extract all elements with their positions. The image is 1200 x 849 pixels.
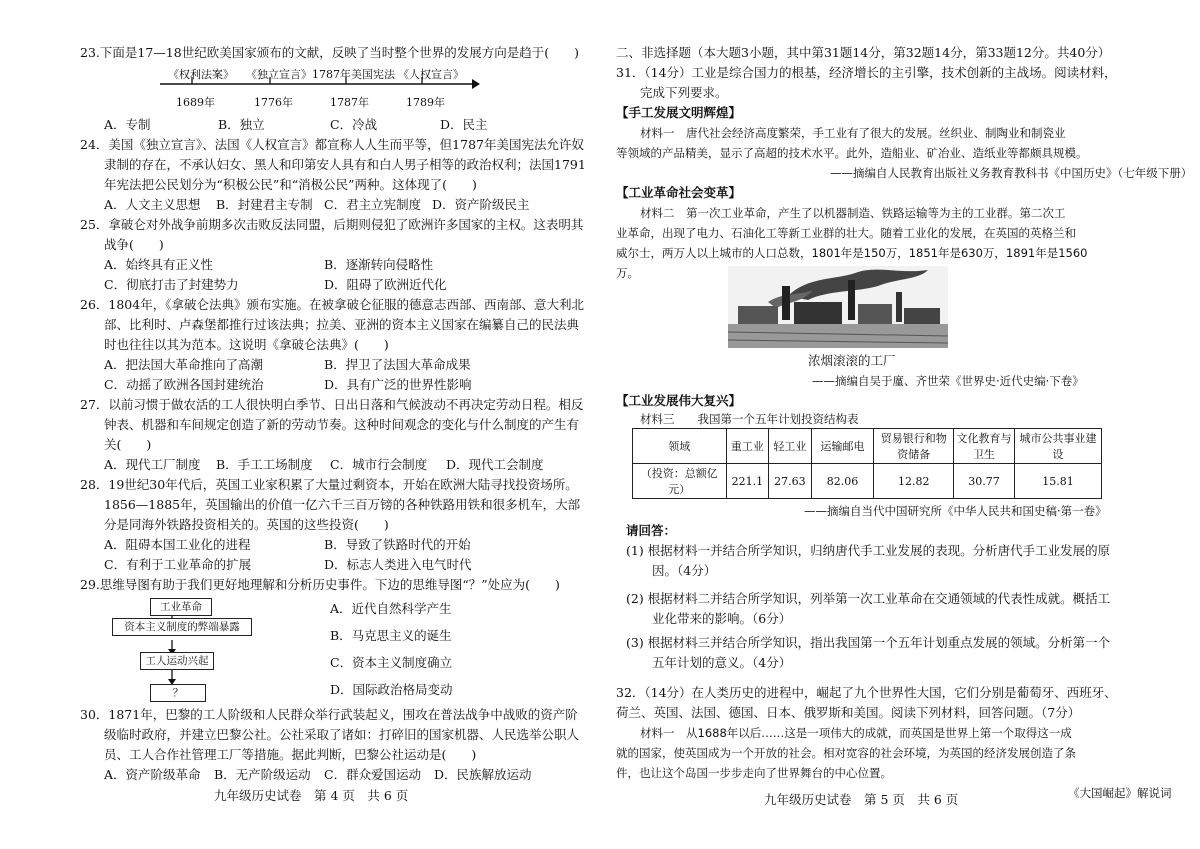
material-2-line-3: 威尔士，两万人以上城市的人口总数，1801年是150万，1851年是630万，1891年是1560 [616, 246, 1088, 260]
q23-option-c: C．冷战 [330, 117, 378, 132]
timeline-year-1: 1689年 [176, 96, 215, 109]
table-cell: 221.1 [726, 464, 769, 499]
q23-option-d: D．民主 [440, 117, 488, 132]
timeline-label-3: 1787年美国宪法 [312, 68, 395, 81]
q24-line-1: 24．美国《独立宣言》、法国《人权宣言》都宣称人人生而平等，但1787年美国宪法允许奴 [80, 137, 584, 152]
material-3-title: 材料三 我国第一个五年计划投资结构表 [640, 412, 859, 426]
mind-map-node-2: 资本主义制度的弊端暴露 [112, 618, 252, 636]
q32-source: 《大国崛起》解说词 [1068, 786, 1172, 800]
q24-option-b: B．封建君主专制 [216, 197, 313, 212]
material-2-line-2: 业革命，出现了电力、石油化工等新工业群的壮大。随着工业化的发展，在英国的英格兰和 [616, 226, 1076, 240]
q24-option-d: D．资产阶级民主 [432, 197, 530, 212]
q32-line-1: 32．（14分）在人类历史的进程中，崛起了九个世界性大国，它们分别是葡萄牙、西班牙、 [616, 685, 1117, 700]
q32-material-1-line-1: 材料一 从1688年以后……这是一项伟大的成就，而英国是世界上第一个取得这一成 [640, 726, 1072, 740]
q27-option-c: C．城市行会制度 [330, 457, 428, 472]
q26-line-2: 部、比利时、卢森堡都推行过该法典；拉美、亚洲的资本主义国家在编纂自己的民法典 [104, 317, 580, 332]
q25-line-1: 25．拿破仑对外战争前期多次击败反法同盟，后期则侵犯了欧洲许多国家的主权。这表明其 [80, 217, 584, 232]
material-1-source: ——摘编自人民教育出版社义务教育教科书《中国历史》（七年级下册） [830, 166, 1193, 180]
q27-line-3: 关( ) [104, 437, 152, 452]
table-cell: 27.63 [769, 464, 812, 499]
q25-option-b: B．逐渐转向侵略性 [324, 257, 434, 272]
q29-stem: 29.思维导图有助于我们更好地理解和分析历史事件。下边的思维导图“？”处应为( ) [80, 577, 560, 592]
image-caption: 浓烟滚滚的工厂 [808, 353, 896, 368]
timeline-year-2: 1776年 [254, 96, 293, 109]
q27-option-a: A．现代工厂制度 [104, 457, 201, 472]
q30-option-d: D．民族解放运动 [434, 767, 532, 782]
table-header-row [633, 429, 1102, 464]
material-2-line-4: 万。 [616, 266, 639, 280]
q28-option-d: D．标志人类进入电气时代 [324, 557, 472, 572]
heading-industrial-revolution: 【工业革命社会变革】 [616, 185, 742, 200]
ask-label: 请回答： [626, 523, 677, 538]
q27-line-1: 27．以前习惯于做农活的工人很快明白季节、日出日落和气候波动不再决定劳动日程。相反 [80, 397, 584, 412]
heading-handicraft: 【手工发展文明辉煌】 [616, 105, 742, 120]
table-cell: 12.82 [874, 464, 954, 499]
q26-option-b: B．捍卫了法国大革命成果 [324, 357, 471, 372]
q26-option-a: A．把法国大革命推向了高潮 [104, 357, 264, 372]
q32-line-2: 荷兰、英国、法国、德国、日本、俄罗斯和美国。阅读下列材料，回答问题。（7分） [616, 705, 1081, 720]
q25-line-2: 战争( ) [104, 237, 164, 252]
timeline-year-3: 1787年 [330, 96, 369, 109]
q30-line-2: 级临时政府，并建立巴黎公社。公社采取了诸如：打碎旧的国家机器、人民选举公职人 [104, 727, 580, 742]
sub-question-3-line-1: (3) 根据材料三并结合所学知识，指出我国第一个五年计划重点发展的领域。分析第一个 [626, 635, 1111, 650]
timeline-year-4: 1789年 [406, 96, 445, 109]
q29-option-c: C．资本主义制度确立 [330, 655, 453, 670]
page-footer-left: 九年级历史试卷 第 4 页 共 6 页 [214, 788, 409, 803]
sub-question-2-line-1: (2) 根据材料二并结合所学知识，列举第一次工业革命在交通领域的代表性成就。概括工 [626, 591, 1111, 606]
q28-line-2: 1856—1885年，英国输出的价值一亿六千三百万镑的各种铁路用铁和很多机车，大部 [104, 497, 581, 512]
sub-question-3-line-2: 五年计划的意义。（4分） [652, 655, 792, 670]
q23-option-b: B．独立 [218, 117, 265, 132]
table-row [633, 464, 1102, 499]
q25-option-d: D．阻碍了欧洲近代化 [324, 277, 447, 292]
q26-option-d: D．具有广泛的世界性影响 [324, 377, 472, 392]
q23-stem: 23.下面是17—18世纪欧美国家颁布的文献，反映了当时整个世界的发展方向是趋于( ) [80, 45, 579, 60]
q25-option-c: C．彻底打击了封建势力 [104, 277, 239, 292]
q26-line-3: 时也往往以其为范本。这说明《拿破仑法典》( ) [104, 337, 389, 352]
q30-option-a: A．资产阶级革命 [104, 767, 201, 782]
q24-option-a: A．人文主义思想 [104, 197, 201, 212]
timeline-label-4: 《人权宣言》 [398, 68, 464, 81]
q28-option-b: B．导致了铁路时代的开始 [324, 537, 471, 552]
sub-question-1-line-2: 因。（4分） [652, 563, 717, 578]
timeline-label-1: 《权利法案》 [168, 68, 234, 81]
table-header-cell: 重工业 [726, 429, 769, 464]
table-header-cell: 轻工业 [769, 429, 812, 464]
q30-option-c: C．群众爱国运动 [324, 767, 422, 782]
q24-line-3: 年宪法把公民划分为“积极公民”和“消极公民”两种。这体现了( ) [104, 177, 477, 192]
page-5 [600, 0, 1200, 849]
q28-option-c: C．有利于工业革命的扩展 [104, 557, 252, 572]
table-cell: 15.81 [1015, 464, 1102, 499]
page-footer-right: 九年级历史试卷 第 5 页 共 6 页 [764, 792, 959, 807]
table-cell: 30.77 [953, 464, 1014, 499]
q23-option-a: A．专制 [104, 117, 151, 132]
q29-option-b: B．马克思主义的诞生 [330, 628, 452, 643]
q24-option-c: C．君主立宪制度 [324, 197, 422, 212]
sub-question-2-line-2: 业化带来的影响。（6分） [652, 611, 792, 626]
q28-option-a: A．阻碍本国工业化的进程 [104, 537, 251, 552]
q30-line-1: 30．1871年，巴黎的工人阶级和人民群众举行武装起义，围攻在普法战争中战败的资产阶 [80, 707, 578, 722]
sub-question-1-line-1: (1) 根据材料一并结合所学知识，归纳唐代手工业发展的表现。分析唐代手工业发展的原 [626, 543, 1111, 558]
q32-material-1-line-3: 件，也让这个岛国一步步走向了世界舞台的中心位置。 [616, 766, 892, 780]
table-header-cell: 运输邮电 [811, 429, 874, 464]
q30-option-b: B．无产阶级运动 [214, 767, 311, 782]
mind-map-node-3: 工人运动兴起 [140, 652, 214, 670]
q26-option-c: C．动摇了欧洲各国封建统治 [104, 377, 264, 392]
q28-line-3: 分是同海外铁路投资相关的。英国的这些投资( ) [104, 517, 389, 532]
q27-option-b: B．手工工场制度 [216, 457, 313, 472]
heading-revival: 【工业发展伟大复兴】 [616, 393, 742, 408]
image-source: ——摘编自吴于廑、齐世荣《世界史·近代史编·下卷》 [812, 374, 1084, 388]
q28-line-1: 28．19世纪30年代后，英国工业家积累了大量过剩资本，开始在欧洲大陆寻找投资场所。 [80, 477, 578, 492]
timeline-label-2: 《独立宣言》 [246, 68, 312, 81]
factory-illustration [728, 266, 948, 348]
q24-line-2: 隶制的存在，不承认妇女、黑人和印第安人具有和白人男子相等的政治权利；法国1791 [104, 157, 586, 172]
q32-material-1-line-2: 就的国家，使英国成为一个开放的社会。相对宽容的社会环境，为英国的经济发展创造了条 [616, 746, 1076, 760]
table-source: ——摘编自当代中国研究所《中华人民共和国史稿·第一卷》 [804, 504, 1107, 518]
table-header-cell: 文化教育与卫生 [953, 429, 1014, 464]
q30-line-3: 员、工人合作社管理工厂等措施。据此判断，巴黎公社运动是( ) [104, 747, 477, 762]
table-cell: 82.06 [811, 464, 874, 499]
q31-line-2: 完成下列要求。 [640, 85, 728, 100]
table-header-cell: 城市公共事业建设 [1015, 429, 1102, 464]
q25-option-a: A．始终具有正义性 [104, 257, 214, 272]
q29-option-a: A．近代自然科学产生 [330, 601, 452, 616]
q27-line-2: 钟表、机器和车间规定创造了新的劳动节奏。这种时间观念的变化与什么制度的产生有 [104, 417, 580, 432]
section-heading: 二、非选择题（本大题3小题，其中第31题14分，第32题14分，第33题12分。共40分） [616, 45, 1111, 60]
table-row-label: （投资：总额亿元） [633, 464, 727, 499]
material-1-line-2: 等领域的产品精美，显示了高超的技术水平。此外，造船业、矿冶业、造纸业等都颇具规模。 [616, 146, 1088, 160]
q29-option-d: D．国际政治格局变动 [330, 682, 453, 697]
table-header-cell: 领域 [633, 429, 727, 464]
material-2-line-1: 材料二 第一次工业革命，产生了以机器制造、铁路运输等为主的工业群。第二次工 [640, 206, 1066, 220]
mind-map-node-1: 工业革命 [150, 598, 212, 616]
mind-map-node-4: ？ [150, 684, 206, 702]
q26-line-1: 26．1804年，《拿破仑法典》颁布实施。在被拿破仑征服的德意志西部、西南部、意大利北 [80, 297, 584, 312]
investment-table [632, 428, 1102, 499]
material-1-line-1: 材料一 唐代社会经济高度繁荣，手工业有了很大的发展。丝织业、制陶业和制瓷业 [640, 126, 1066, 140]
q27-option-d: D．现代工会制度 [446, 457, 544, 472]
q31-line-1: 31．（14分）工业是综合国力的根基，经济增长的主引擎，技术创新的主战场。阅读材料， [616, 65, 1117, 80]
table-header-cell: 贸易银行和物资储备 [874, 429, 954, 464]
